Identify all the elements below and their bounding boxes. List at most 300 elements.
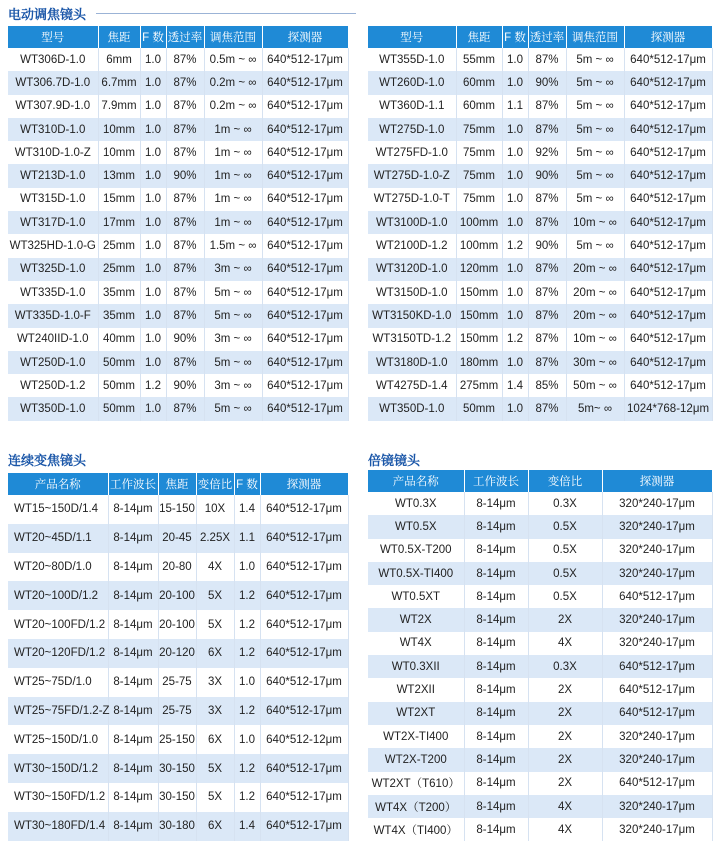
table-row [8, 754, 348, 783]
table-cell: 1024*768-12μm [624, 397, 712, 420]
table-cell: 1.0 [234, 553, 260, 582]
table-cell: 8-14μm [108, 812, 158, 841]
table-cell: 1.0 [502, 141, 528, 164]
table-cell: 320*240-17μm [602, 748, 712, 771]
table-cell: 20-100 [158, 610, 196, 639]
table-cell: 5m ~ ∞ [204, 281, 262, 304]
table-cell: 640*512-17μm [262, 118, 348, 141]
table-cell: 87% [528, 258, 566, 281]
table-cell: 640*512-17μm [624, 304, 712, 327]
table-cell: 50mm [98, 397, 140, 420]
table-row [368, 678, 712, 701]
table-cell: 87% [528, 188, 566, 211]
table-cell: 0.2m ~ ∞ [204, 95, 262, 118]
table-cell: 640*512-17μm [262, 304, 348, 327]
table-cell: 2X [528, 725, 602, 748]
table-cell: WT360D-1.1 [368, 95, 456, 118]
table-row [368, 95, 712, 118]
table-cell: 8-14μm [108, 725, 158, 754]
table-cell: 87% [166, 48, 204, 71]
table-cell: WT306D-1.0 [8, 48, 98, 71]
table-cell: 1.0 [234, 668, 260, 697]
header-detector: 探测器 [262, 26, 348, 48]
table-cell: 640*512-17μm [624, 281, 712, 304]
table-cell: 8-14μm [108, 610, 158, 639]
table-cell: 8-14μm [464, 539, 528, 562]
table-cell: WT20~80D/1.0 [8, 553, 108, 582]
table-cell: 0.5X [528, 585, 602, 608]
table-cell: 87% [166, 188, 204, 211]
table-row [8, 397, 348, 420]
table-row [368, 795, 712, 818]
table-cell: 1.5m ~ ∞ [204, 234, 262, 257]
table-cell: 20-120 [158, 639, 196, 668]
table-row [8, 188, 348, 211]
table-cell: 1.0 [502, 164, 528, 187]
table-cell: WT250D-1.0 [8, 351, 98, 374]
table-cell: 1.0 [140, 141, 166, 164]
table-cell: 100mm [456, 211, 502, 234]
table-cell: 5m ~ ∞ [204, 397, 262, 420]
table-cell: WT2100D-1.2 [368, 234, 456, 257]
table-cell: WT4X（TI400） [368, 818, 464, 841]
table-cell: 8-14μm [464, 678, 528, 701]
table-cell: WT2XT [368, 702, 464, 725]
table-cell: 8-14μm [464, 725, 528, 748]
table-cell: 30-150 [158, 754, 196, 783]
table-cell: 640*512-17μm [624, 141, 712, 164]
table-cell: 87% [528, 397, 566, 420]
table-cell: 87% [528, 48, 566, 71]
table-cell: 640*512-17μm [262, 328, 348, 351]
table-cell: 87% [166, 71, 204, 94]
table-row [368, 328, 712, 351]
table-row [8, 783, 348, 812]
table-cell: 1.0 [502, 118, 528, 141]
table-cell: 640*512-17μm [262, 397, 348, 420]
table-cell: 87% [528, 304, 566, 327]
table-cell: WT2XII [368, 678, 464, 701]
table-cell: 25mm [98, 234, 140, 257]
table-cell: 8-14μm [108, 783, 158, 812]
table-cell: 0.2m ~ ∞ [204, 71, 262, 94]
table-cell: 2X [528, 702, 602, 725]
table-cell: 5m ~ ∞ [204, 351, 262, 374]
table-cell: 1m ~ ∞ [204, 141, 262, 164]
table-cell: 8-14μm [108, 553, 158, 582]
table-row [8, 281, 348, 304]
table-cell: WT0.3XII [368, 655, 464, 678]
table-row [368, 258, 712, 281]
table-cell: 60mm [456, 95, 502, 118]
table-row [368, 608, 712, 631]
table-cell: 640*512-17μm [624, 164, 712, 187]
table-cell: 5m ~ ∞ [566, 48, 624, 71]
table-cell: 75mm [456, 118, 502, 141]
table-cell: 120mm [456, 258, 502, 281]
table-cell: 75mm [456, 188, 502, 211]
table-cell: WT4X（T200） [368, 795, 464, 818]
table-cell: 30m ~ ∞ [566, 351, 624, 374]
table-cell: 640*512-17μm [260, 783, 348, 812]
table-cell: 87% [166, 281, 204, 304]
table-cell: WT260D-1.0 [368, 71, 456, 94]
table-cell: 15mm [98, 188, 140, 211]
table-cell: 5X [196, 754, 234, 783]
table-cell: 640*512-17μm [260, 553, 348, 582]
table-cell: WT20~45D/1.1 [8, 524, 108, 553]
table-cell: 50mm [98, 351, 140, 374]
table-cell: 15-150 [158, 495, 196, 524]
header-product-name: 产品名称 [8, 473, 108, 495]
table-cell: WT350D-1.0 [368, 397, 456, 420]
table-cell: 5X [196, 581, 234, 610]
table-row [8, 164, 348, 187]
table-row [8, 553, 348, 582]
table-cell: 2X [528, 772, 602, 795]
header-product-name: 产品名称 [368, 470, 464, 492]
table-cell: 320*240-17μm [602, 492, 712, 515]
table-cell: 40mm [98, 328, 140, 351]
table-cell: 4X [196, 553, 234, 582]
table-cell: 75mm [456, 141, 502, 164]
table-cell: 10X [196, 495, 234, 524]
table-cell: 0.3X [528, 655, 602, 678]
table-cell: 90% [166, 164, 204, 187]
table-cell: 1.0 [502, 258, 528, 281]
table-cell: 5m ~ ∞ [566, 141, 624, 164]
table-row [8, 48, 348, 71]
table-cell: 5m ~ ∞ [566, 118, 624, 141]
table-cell: 5X [196, 610, 234, 639]
table-header-row [368, 26, 712, 48]
table-cell: WT3150D-1.0 [368, 281, 456, 304]
table-cell: 1m ~ ∞ [204, 211, 262, 234]
header-model: 型号 [8, 26, 98, 48]
table-cell: 100mm [456, 234, 502, 257]
table-cell: 640*512-17μm [262, 211, 348, 234]
table-cell: 1.0 [234, 725, 260, 754]
table-header-row [8, 26, 348, 48]
table-cell: 90% [528, 164, 566, 187]
table-cell: 5m ~ ∞ [204, 304, 262, 327]
table-cell: 0.5X [528, 515, 602, 538]
table-cell: 640*512-17μm [262, 258, 348, 281]
table-cell: 1.2 [234, 610, 260, 639]
table-cell: 1.0 [502, 188, 528, 211]
table-cell: 2X [528, 608, 602, 631]
table-row [368, 141, 712, 164]
electric-focus-table-left [8, 26, 349, 421]
table-cell: 90% [166, 374, 204, 397]
table-cell: 87% [528, 328, 566, 351]
table-cell: 90% [528, 234, 566, 257]
table-row [368, 585, 712, 608]
table-cell: 8-14μm [464, 772, 528, 795]
table-row [368, 71, 712, 94]
table-cell: 4X [528, 818, 602, 841]
table-cell: 640*512-17μm [260, 668, 348, 697]
table-cell: 640*512-17μm [262, 48, 348, 71]
table-cell: 1.0 [140, 48, 166, 71]
table-cell: 3m ~ ∞ [204, 328, 262, 351]
table-cell: 87% [166, 95, 204, 118]
table-cell: 640*512-17μm [602, 702, 712, 725]
table-cell: WT2X [368, 608, 464, 631]
table-cell: WT3100D-1.0 [368, 211, 456, 234]
table-cell: 30-180 [158, 812, 196, 841]
table-cell: 1.0 [502, 211, 528, 234]
table-cell: 6X [196, 639, 234, 668]
table-cell: 8-14μm [464, 585, 528, 608]
table-cell: 87% [528, 351, 566, 374]
table-cell: WT3120D-1.0 [368, 258, 456, 281]
header-focal: 焦距 [456, 26, 502, 48]
table-cell: 35mm [98, 304, 140, 327]
table-cell: 85% [528, 374, 566, 397]
table-cell: WT317D-1.0 [8, 211, 98, 234]
table-cell: 5m~ ∞ [566, 397, 624, 420]
table-cell: 90% [166, 328, 204, 351]
table-cell: 1.0 [140, 164, 166, 187]
table-cell: 640*512-17μm [262, 95, 348, 118]
table-row [8, 258, 348, 281]
table-row [8, 95, 348, 118]
table-cell: 1m ~ ∞ [204, 188, 262, 211]
table-cell: 1.0 [502, 304, 528, 327]
table-cell: 1.2 [234, 581, 260, 610]
table-cell: 6.7mm [98, 71, 140, 94]
table-cell: WT250D-1.2 [8, 374, 98, 397]
table-cell: 640*512-17μm [262, 188, 348, 211]
table-row [8, 639, 348, 668]
header-focus-range: 调焦范围 [566, 26, 624, 48]
table-row [368, 748, 712, 771]
table-row [8, 581, 348, 610]
table-row [368, 211, 712, 234]
table-cell: 1m ~ ∞ [204, 164, 262, 187]
continuous-zoom-table [8, 473, 349, 841]
table-cell: WT25~150D/1.0 [8, 725, 108, 754]
table-header-row [8, 473, 348, 495]
table-cell: 20m ~ ∞ [566, 258, 624, 281]
table-row [368, 351, 712, 374]
table-cell: WT0.5X-TI400 [368, 562, 464, 585]
table-row [8, 328, 348, 351]
table-cell: WT310D-1.0-Z [8, 141, 98, 164]
table-cell: WT3150KD-1.0 [368, 304, 456, 327]
table-cell: 3m ~ ∞ [204, 374, 262, 397]
table-cell: 640*512-17μm [260, 754, 348, 783]
table-cell: 87% [528, 118, 566, 141]
table-cell: 1.0 [140, 234, 166, 257]
table-cell: 640*512-17μm [262, 351, 348, 374]
table-cell: 8-14μm [108, 524, 158, 553]
table-row [8, 141, 348, 164]
table-cell: 640*512-17μm [624, 188, 712, 211]
table-cell: 87% [166, 397, 204, 420]
table-cell: 87% [166, 141, 204, 164]
table-row [8, 211, 348, 234]
table-row [368, 188, 712, 211]
table-cell: 5m ~ ∞ [566, 188, 624, 211]
table-cell: 8-14μm [464, 702, 528, 725]
table-cell: 640*512-17μm [602, 655, 712, 678]
header-wavelength: 工作波长 [108, 473, 158, 495]
table-cell: 20-100 [158, 581, 196, 610]
table-cell: 5X [196, 783, 234, 812]
table-cell: 25mm [98, 258, 140, 281]
table-cell: 640*512-17μm [624, 118, 712, 141]
table-cell: 640*512-17μm [262, 141, 348, 164]
table-cell: 8-14μm [464, 795, 528, 818]
table-cell: 640*512-17μm [260, 524, 348, 553]
header-detector: 探测器 [260, 473, 348, 495]
table-cell: WT3180D-1.0 [368, 351, 456, 374]
table-cell: 20m ~ ∞ [566, 281, 624, 304]
table-cell: 1.4 [234, 812, 260, 841]
table-cell: 1.0 [140, 258, 166, 281]
table-cell: 640*512-17μm [262, 71, 348, 94]
table-cell: 8-14μm [108, 754, 158, 783]
table-cell: 640*512-17μm [262, 164, 348, 187]
table-row [368, 632, 712, 655]
table-cell: WT335D-1.0-F [8, 304, 98, 327]
table-cell: WT15~150D/1.4 [8, 495, 108, 524]
table-cell: 0.3X [528, 492, 602, 515]
table-cell: 640*512-17μm [260, 639, 348, 668]
table-cell: WT20~100D/1.2 [8, 581, 108, 610]
table-cell: 640*512-17μm [262, 374, 348, 397]
table-cell: 10m ~ ∞ [566, 328, 624, 351]
table-cell: 640*512-17μm [624, 328, 712, 351]
section-title-electric-focus: 电动调焦镜头 [8, 7, 87, 22]
table-cell: 640*512-17μm [260, 697, 348, 726]
table-row [8, 351, 348, 374]
table-cell: 5m ~ ∞ [566, 71, 624, 94]
table-row [368, 374, 712, 397]
table-cell: 1m ~ ∞ [204, 118, 262, 141]
table-cell: 4X [528, 632, 602, 655]
table-cell: 2X [528, 678, 602, 701]
table-cell: WT20~120FD/1.2 [8, 639, 108, 668]
table-cell: 320*240-17μm [602, 539, 712, 562]
table-cell: 3m ~ ∞ [204, 258, 262, 281]
table-row [368, 234, 712, 257]
table-cell: 87% [528, 95, 566, 118]
header-transmission: 透过率 [528, 26, 566, 48]
table-row [8, 304, 348, 327]
table-cell: 8-14μm [464, 515, 528, 538]
table-cell: WT350D-1.0 [8, 397, 98, 420]
table-cell: 8-14μm [464, 818, 528, 841]
table-cell: 1.0 [140, 95, 166, 118]
table-cell: 8-14μm [108, 697, 158, 726]
table-row [368, 304, 712, 327]
table-row [8, 495, 348, 524]
table-cell: WT20~100FD/1.2 [8, 610, 108, 639]
table-cell: WT4X [368, 632, 464, 655]
table-cell: WT2X-T200 [368, 748, 464, 771]
header-fnumber: F 数 [234, 473, 260, 495]
table-cell: WT315D-1.0 [8, 188, 98, 211]
table-cell: 8-14μm [464, 562, 528, 585]
table-cell: 1.1 [502, 95, 528, 118]
table-cell: 20-45 [158, 524, 196, 553]
header-zoom-ratio: 变倍比 [196, 473, 234, 495]
table-cell: 5m ~ ∞ [566, 164, 624, 187]
table-cell: WT213D-1.0 [8, 164, 98, 187]
table-cell: 1.2 [502, 328, 528, 351]
table-cell: 6mm [98, 48, 140, 71]
table-cell: WT310D-1.0 [8, 118, 98, 141]
table-cell: WT30~180FD/1.4 [8, 812, 108, 841]
table-cell: 10m ~ ∞ [566, 211, 624, 234]
table-cell: 150mm [456, 281, 502, 304]
table-cell: WT355D-1.0 [368, 48, 456, 71]
table-row [368, 562, 712, 585]
table-cell: 8-14μm [464, 608, 528, 631]
table-cell: WT0.3X [368, 492, 464, 515]
table-cell: 4X [528, 795, 602, 818]
section-title-continuous-zoom: 连续变焦镜头 [8, 453, 87, 468]
table-cell: 55mm [456, 48, 502, 71]
table-row [368, 48, 712, 71]
table-cell: 1.0 [502, 281, 528, 304]
table-cell: WT0.5X-T200 [368, 539, 464, 562]
table-cell: 640*512-17μm [602, 585, 712, 608]
table-cell: 640*512-17μm [602, 772, 712, 795]
header-model: 型号 [368, 26, 456, 48]
table-cell: 8-14μm [464, 492, 528, 515]
table-cell: 640*512-17μm [624, 258, 712, 281]
table-cell: 1.4 [234, 495, 260, 524]
table-row [368, 397, 712, 420]
table-row [8, 374, 348, 397]
table-cell: 87% [528, 211, 566, 234]
table-cell: WT240IID-1.0 [8, 328, 98, 351]
section-divider [96, 13, 356, 14]
table-cell: 10mm [98, 141, 140, 164]
table-cell: 1.0 [502, 351, 528, 374]
table-cell: 640*512-17μm [624, 95, 712, 118]
table-cell: 640*512-17μm [262, 234, 348, 257]
header-detector: 探测器 [624, 26, 712, 48]
section-title-magnifier: 倍镜镜头 [368, 453, 421, 468]
table-cell: WT2X-TI400 [368, 725, 464, 748]
table-cell: 1.0 [502, 48, 528, 71]
table-cell: 1.0 [140, 281, 166, 304]
table-cell: 1.1 [234, 524, 260, 553]
table-cell: WT25~75FD/1.2-Z [8, 697, 108, 726]
table-cell: 3X [196, 697, 234, 726]
table-cell: 320*240-17μm [602, 795, 712, 818]
header-detector: 探测器 [602, 470, 712, 492]
magnifier-table [368, 470, 713, 841]
table-cell: 87% [166, 304, 204, 327]
table-row [8, 725, 348, 754]
table-cell: 8-14μm [464, 748, 528, 771]
header-wavelength: 工作波长 [464, 470, 528, 492]
table-cell: 50mm [98, 374, 140, 397]
header-transmission: 透过率 [166, 26, 204, 48]
table-cell: WT30~150FD/1.2 [8, 783, 108, 812]
table-cell: 35mm [98, 281, 140, 304]
table-cell: 1.2 [234, 783, 260, 812]
table-cell: 1.0 [502, 71, 528, 94]
table-row [8, 697, 348, 726]
table-cell: 0.5X [528, 539, 602, 562]
